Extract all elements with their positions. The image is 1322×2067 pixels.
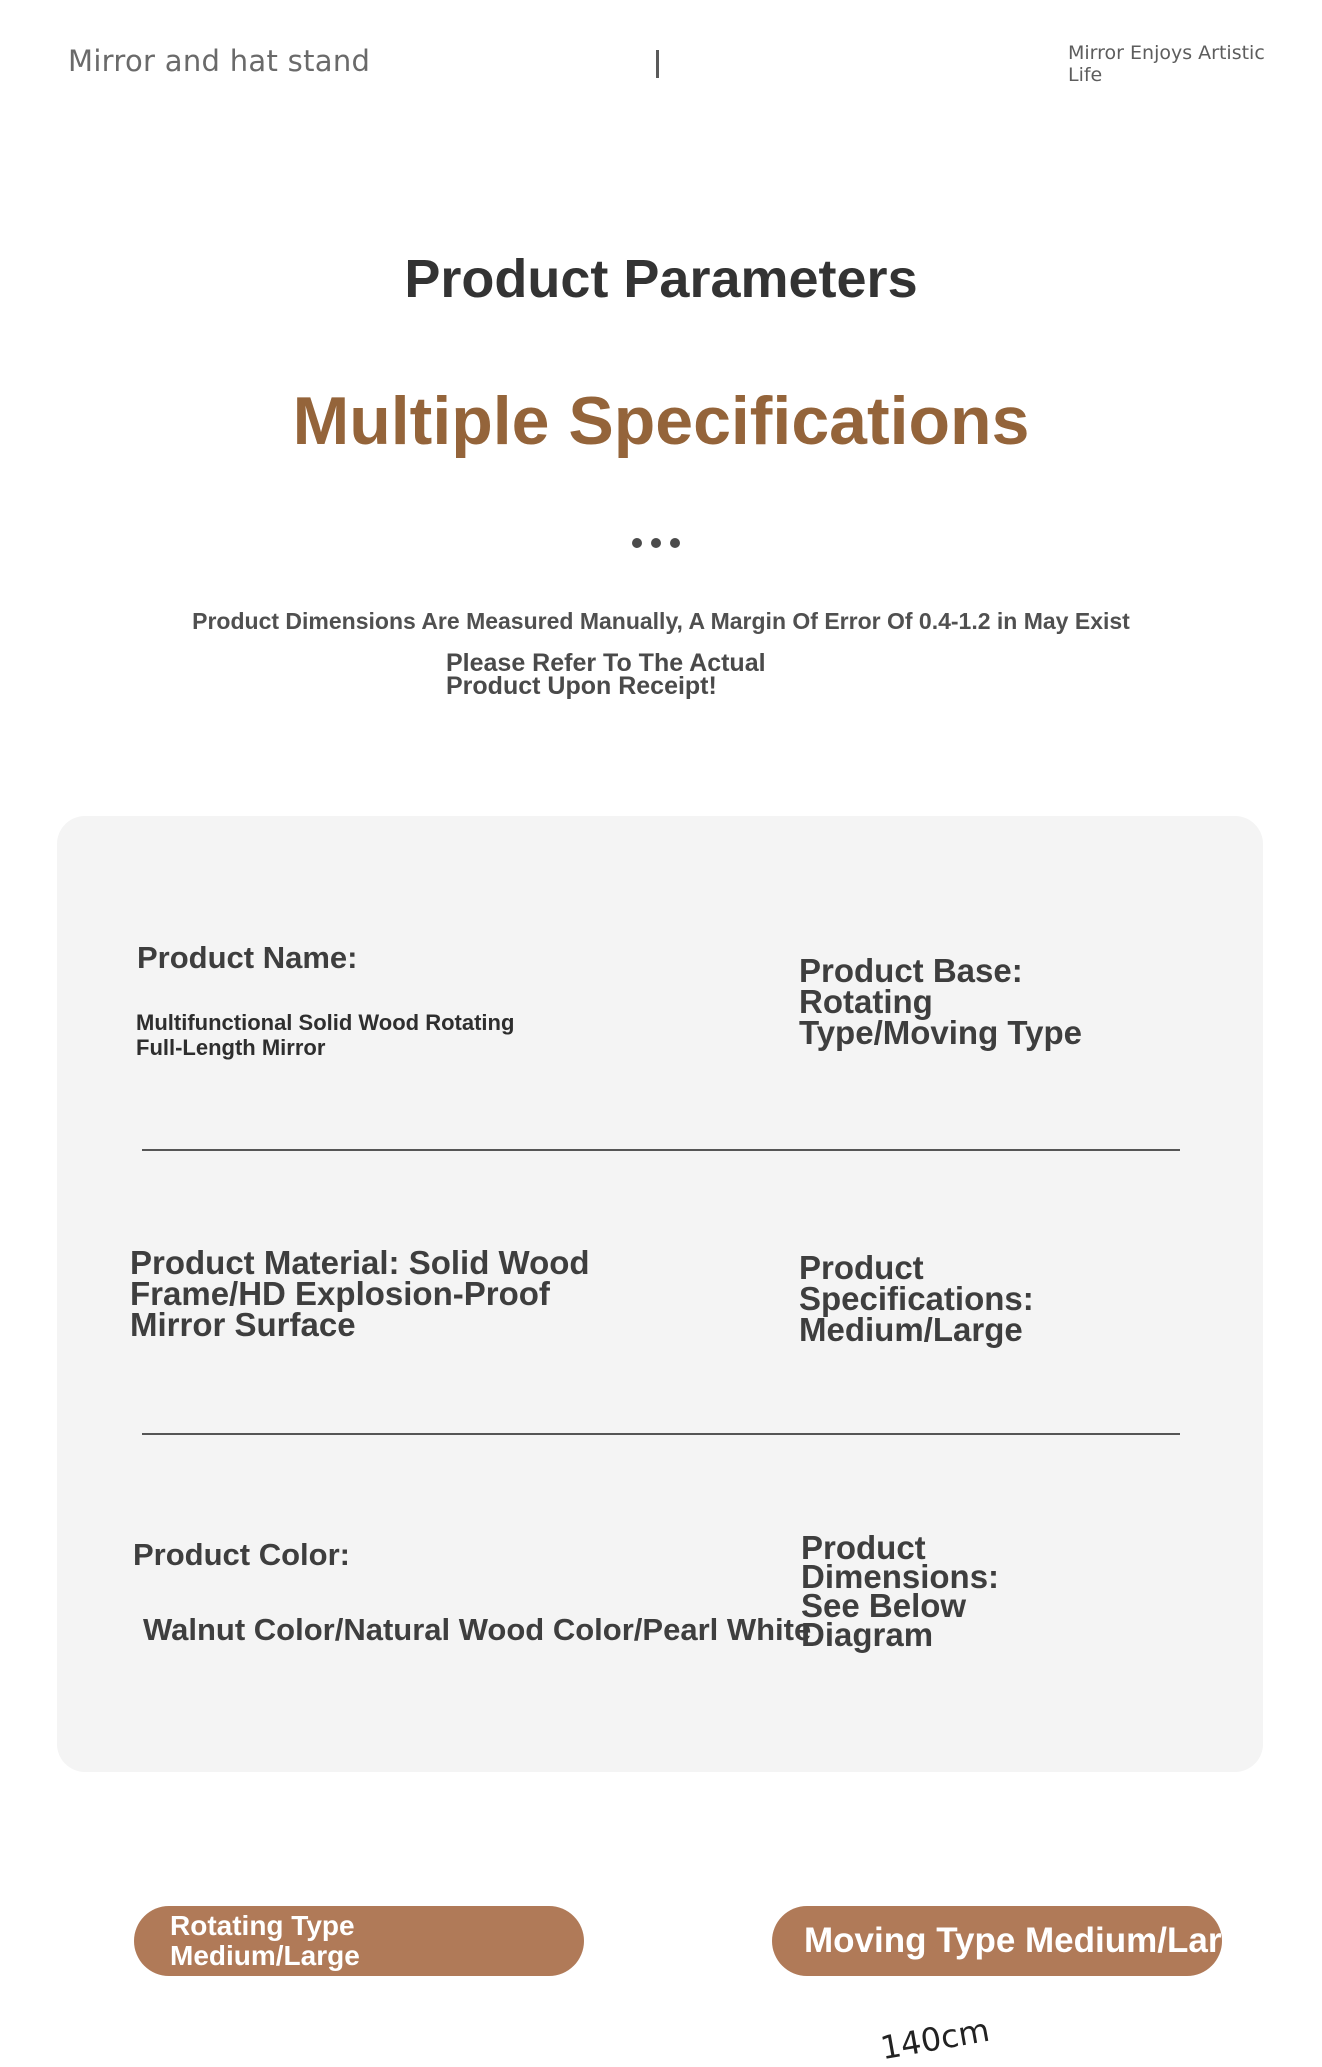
rotating-type-pill [134,1906,584,1976]
moving-type-pill [772,1906,1263,1976]
product-base: Product Base: Rotating Type/Moving Type [799,952,1082,1051]
product-material: Product Material: Solid Wood Frame/HD Explosion-Proof Mirror Surface [130,1244,590,1343]
rotating-type-label: Rotating Type Medium/Large [170,1910,360,1971]
receipt-note: Please Refer To The Actual Product Upon Receipt! [446,649,766,700]
header-separator [656,50,659,78]
header-right-text: Mirror Enjoys Artistic Life [1068,42,1265,86]
page-subtitle: Multiple Specifications [292,383,1030,459]
divider-2 [142,1433,1180,1435]
page-title: Product Parameters [404,249,918,309]
product-specifications: Product Specifications: Medium/Large [799,1249,1034,1348]
product-name-value: Multifunctional Solid Wood Rotating Full-Length Mirror [136,1010,515,1060]
moving-type-label: Moving Type Medium/Large [804,1921,1263,1960]
product-dimensions: Product Dimensions: See Below Diagram [801,1529,1000,1653]
product-color-label: Product Color: [133,1537,350,1572]
product-color-value: Walnut Color/Natural Wood Color/Pearl White [143,1612,812,1647]
dimension-annotation: 140cm [877,2010,993,2067]
product-name-label: Product Name: [137,940,358,975]
measurement-note: Product Dimensions Are Measured Manually, A Margin Of Error Of 0.4-1.2 in May Exist [192,608,1130,634]
divider-1 [142,1149,1180,1151]
header-left-text: Mirror and hat stand [68,44,371,78]
ellipsis-icon [632,538,680,548]
